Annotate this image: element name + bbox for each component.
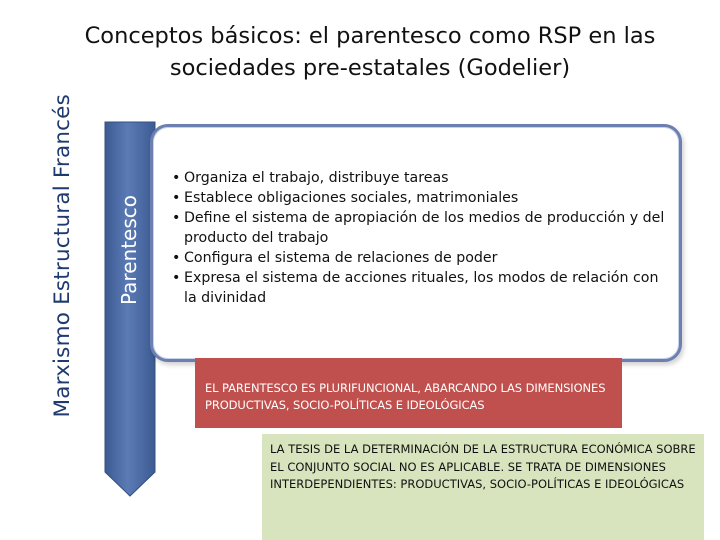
plurifunctional-note: EL PARENTESCO ES PLURIFUNCIONAL, ABARCANDO LAS DIMENSIONES PRODUCTIVAS, SOCIO-POLÍTICAS E IDEOLÓGICAS <box>195 358 622 428</box>
vertical-section-title-text: Marxismo Estructural Francés <box>49 94 75 418</box>
list-item: • Configura el sistema de relaciones de poder <box>172 248 672 268</box>
arrow-label <box>104 130 154 370</box>
vertical-section-title <box>44 36 80 476</box>
thesis-note: LA TESIS DE LA DETERMINACIÓN DE LA ESTRUCTURA ECONÓMICA SOBRE EL CONJUNTO SOCIAL NO ES APLICABLE. SE TRATA DE DIMENSIONES INTERDEPENDIENTES: PRODUCTIVAS, SOCIO-POLÍTICAS E IDEOLÓGICAS <box>262 434 704 540</box>
arrow-label-text: Parentesco <box>117 195 141 305</box>
list-item: • Establece obligaciones sociales, matrimoniales <box>172 188 672 208</box>
slide-title: Conceptos básicos: el parentesco como RSP en las sociedades pre-estatales (Godelier) <box>84 23 656 81</box>
functions-list <box>172 168 672 308</box>
list-item: • Define el sistema de apropiación de los medios de producción y del producto del trabajo <box>172 208 672 248</box>
list-item: • Organiza el trabajo, distribuye tareas <box>172 168 672 188</box>
list-item: • Expresa el sistema de acciones rituales, los modos de relación con la divinidad <box>172 268 672 308</box>
